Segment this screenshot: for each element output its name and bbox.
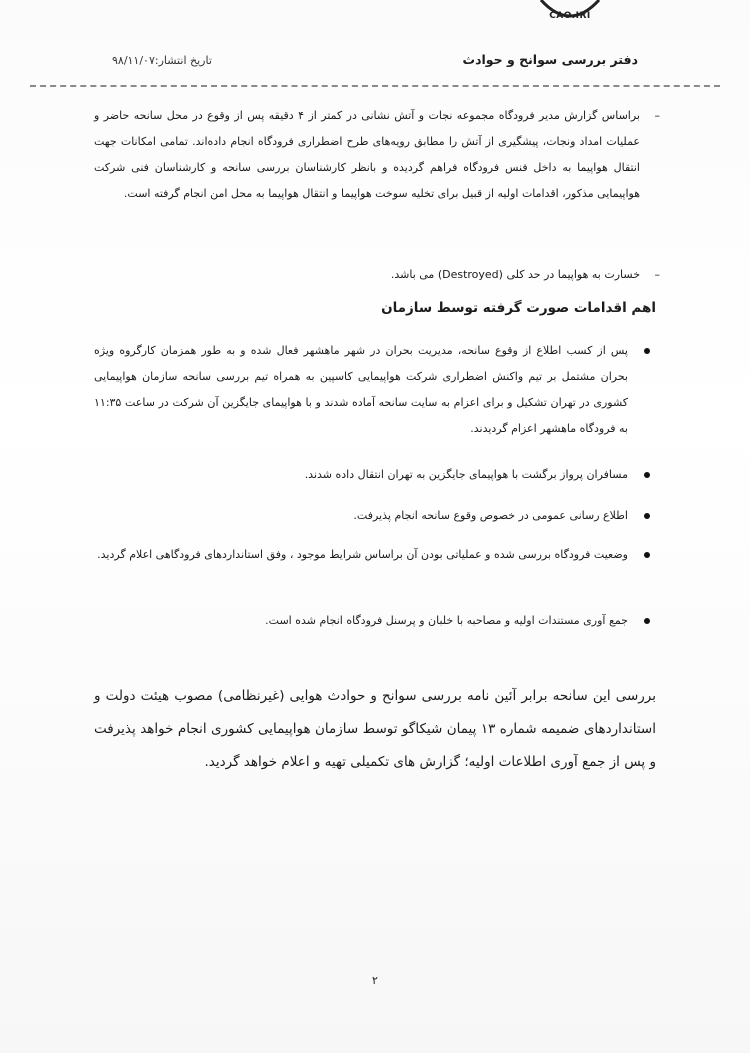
dash-marker: – bbox=[654, 109, 660, 122]
publish-date: تاریخ انتشار:۹۸/۱۱/۰۷ bbox=[112, 54, 212, 67]
bullet-item bbox=[94, 462, 628, 488]
bullet-text: مسافران پرواز برگشت با هواپیمای جایگزین به تهران انتقال داده شدند. bbox=[304, 468, 628, 481]
bullet-dot-icon bbox=[644, 552, 650, 558]
bullet-text: وضعیت فرودگاه بررسی شده و عملیاتی بودن آن براساس شرایط موجود ، وفق استانداردهای فرودگاهی اعلام گردید. bbox=[97, 548, 628, 561]
section-title: اهم اقدامات صورت گرفته توسط سازمان bbox=[381, 300, 656, 316]
dash-item-text: خسارت به هواپیما در حد کلی (Destroyed) می باشد. bbox=[390, 268, 640, 281]
dash-item bbox=[94, 262, 660, 288]
dash-item bbox=[94, 103, 660, 207]
page-number: ۲ bbox=[372, 974, 378, 987]
dash-item-text: براساس گزارش مدیر فرودگاه مجموعه نجات و آتش نشانی در کمتر از ۴ دقیقه پس از وقوع در محل سانحه حاضر و عملیات امداد ونجات، پیشگیری از آتش را مطابق رویه‌های طرح اضطراری فرودگاه انجام داده‌اند. تمامی امکانات جهت انتقال هواپیما به داخل فنس فرودگاه فراهم گردیده و بانظر کارشناسان بررسی سانحه و کارشناسان فنی شرکت هواپیمایی مذکور، اقدامات اولیه از قبیل برای تخلیه سوخت هواپیما و انتقال هواپیما به محل امن انجام گرفته است. bbox=[94, 109, 640, 200]
bullet-item bbox=[94, 503, 628, 529]
bullet-dot-icon bbox=[644, 513, 650, 519]
bullet-dot-icon bbox=[644, 618, 650, 624]
header-divider bbox=[30, 85, 720, 87]
header-title: دفتر بررسی سوانح و حوادث bbox=[462, 52, 638, 67]
bullet-item bbox=[94, 542, 628, 568]
bullet-item bbox=[94, 338, 628, 442]
bullet-item bbox=[94, 608, 628, 634]
bullet-dot-icon bbox=[644, 348, 650, 354]
bullet-text: جمع آوری مستندات اولیه و مصاحبه با خلبان و پرسنل فرودگاه انجام شده است. bbox=[265, 614, 628, 627]
conclusion-paragraph: بررسی این سانحه برابر آئین نامه بررسی سوانح و حوادث هوایی (غیرنظامی) مصوب هیئت دولت و استانداردهای ضمیمه شماره ۱۳ پیمان شیکاگو توسط سازمان هواپیمایی کشوری انجام خواهد پذیرفت و پس از جمع آوری اطلاعات اولیه؛ گزارش های تکمیلی تهیه و اعلام خواهد گردید. bbox=[94, 688, 656, 770]
bullet-text: پس از کسب اطلاع از وقوع سانحه، مدیریت بحران در شهر ماهشهر فعال شده و به طور همزمان کارگروه ویژه بحران مشتمل بر تیم واکنش اضطراری شرکت هواپیمایی کاسپین به همراه تیم بررسی سانحه سازمان هواپیمایی کشوری در تهران تشکیل و برای اعزام به سایت سانحه آماده شدند و با هواپیمای جایگزین آن شرکت در ساعت ۱۱:۳۵ به فرودگاه ماهشهر اعزام گردیدند. bbox=[94, 344, 628, 435]
bullet-text: اطلاع رسانی عمومی در خصوص وقوع سانحه انجام پذیرفت. bbox=[353, 509, 628, 522]
dash-marker: – bbox=[654, 268, 660, 281]
logo-text: CAO.IRI bbox=[549, 11, 591, 21]
bullet-dot-icon bbox=[644, 472, 650, 478]
